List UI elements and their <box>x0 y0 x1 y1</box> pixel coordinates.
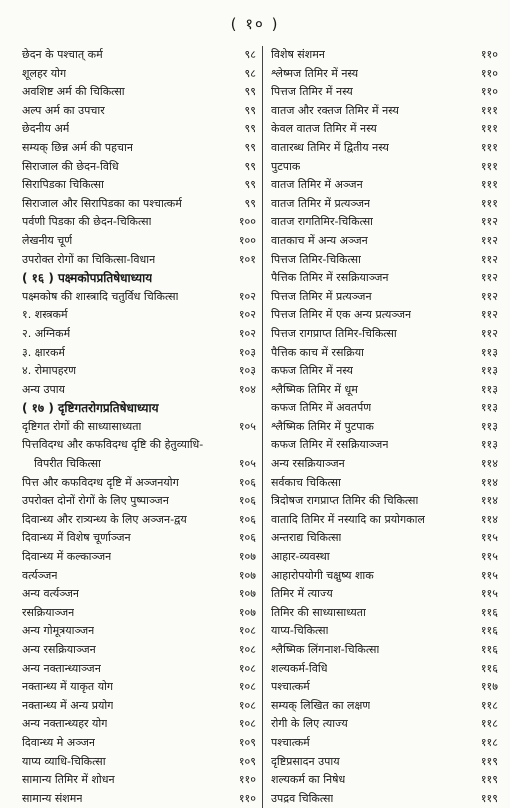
entry-title: वातज रागतिमिर-चिकित्सा <box>271 215 374 229</box>
index-entry <box>271 65 498 84</box>
entry-title: अन्य रसक्रियाञ्जन <box>22 643 96 656</box>
index-entry <box>22 529 256 548</box>
index-entry <box>271 251 498 270</box>
index-entry <box>271 622 498 641</box>
entry-title: वातकाच में अन्य अञ्जन <box>271 233 368 247</box>
index-entry <box>22 585 256 604</box>
entry-page-number: १०२ <box>238 308 256 322</box>
index-entry <box>22 474 256 493</box>
entry-title: अल्प अर्म का उपचार <box>22 103 105 117</box>
index-entry <box>22 46 256 65</box>
index-entry <box>271 418 498 437</box>
entry-title: वातारब्ध तिमिर में द्वितीय नस्य <box>271 140 389 154</box>
index-entry <box>22 83 256 102</box>
index-entry <box>22 176 256 195</box>
entry-title: सामान्य संशमन <box>22 791 83 805</box>
entry-title: याप्य व्याधि-चिकित्सा <box>22 754 106 768</box>
entry-page-number: १०६ <box>238 475 256 489</box>
entry-page-number: ९८ <box>244 48 256 61</box>
index-entry <box>22 418 256 437</box>
index-entry <box>22 232 256 251</box>
entry-page-number: १०२ <box>238 326 256 340</box>
index-entry <box>271 455 498 474</box>
left-column <box>22 46 256 808</box>
entry-title: पित्तज तिमिर-चिकित्सा <box>271 252 361 266</box>
entry-title: दृष्टिगत रोगों की साध्यासाध्यता <box>22 419 142 433</box>
entry-title: दिवान्ध्य में कल्काञ्जन <box>22 550 112 564</box>
entry-page-number: १०८ <box>238 643 256 656</box>
entry-title: अन्य नक्तान्ध्यहर योग <box>22 717 108 731</box>
index-entry <box>22 622 256 641</box>
entry-page-number: १०० <box>238 233 256 247</box>
index-entry <box>271 399 498 418</box>
index-entry <box>22 362 256 381</box>
entry-title: वातज और रक्तज तिमिर में नस्य <box>271 103 399 117</box>
entry-page-number: १०७ <box>238 550 256 564</box>
entry-page-number: १०८ <box>238 717 256 731</box>
entry-page-number: ११३ <box>480 401 498 415</box>
index-entry <box>271 697 498 716</box>
entry-page-number: १११ <box>480 103 498 117</box>
entry-page-number: ११२ <box>480 233 498 247</box>
index-entry <box>271 436 498 455</box>
index-entry <box>271 715 498 734</box>
index-entry <box>271 790 498 808</box>
index-entry <box>22 436 256 455</box>
entry-title: तिमिर में त्याज्य <box>271 587 333 601</box>
entry-title: अन्य उपाय <box>22 382 66 396</box>
entry-title: १. शस्त्रकर्म <box>22 308 68 322</box>
index-entry <box>271 158 498 177</box>
entry-title: रोगी के लिए त्याज्य <box>271 717 348 731</box>
index-entry <box>22 455 256 474</box>
entry-page-number: ९९ <box>244 196 256 210</box>
entry-page-number: ११० <box>238 773 256 787</box>
entry-title: उपद्रव चिकित्सा <box>271 791 334 805</box>
entry-page-number: १०७ <box>238 568 256 582</box>
entry-title: पैत्तिक काच में रसक्रिया <box>271 345 364 359</box>
entry-title: नक्तान्ध्य में अन्य प्रयोग <box>22 698 114 712</box>
right-column <box>262 46 498 808</box>
entry-title: शूलहर योग <box>22 66 67 80</box>
entry-page-number: ११९ <box>480 754 498 768</box>
entry-title: तिमिर की साध्यासाध्यता <box>271 605 366 619</box>
entry-page-number: ९९ <box>244 140 256 154</box>
entry-page-number: १०१ <box>238 252 256 266</box>
index-entry <box>271 492 498 511</box>
index-entry <box>271 678 498 697</box>
entry-page-number: ११३ <box>480 419 498 433</box>
entry-page-number: १११ <box>480 178 498 192</box>
index-entry <box>271 567 498 586</box>
entry-title: सर्वकाच चिकित्सा <box>271 475 341 489</box>
entry-title: वातादि तिमिर में नस्यादि का प्रयोगकाल <box>271 512 425 526</box>
index-entry <box>22 660 256 679</box>
entry-page-number: ११८ <box>480 717 498 731</box>
entry-page-number: ११२ <box>480 326 498 340</box>
index-entry <box>22 734 256 753</box>
index-entry <box>22 344 256 363</box>
chapter-heading <box>22 399 256 418</box>
entry-title: उपरोक्त दोनों रोगों के लिए पुष्पाञ्जन <box>22 494 169 508</box>
entry-page-number: ११८ <box>480 698 498 712</box>
entry-page-number: ११४ <box>480 475 498 489</box>
entry-page-number: १११ <box>480 140 498 154</box>
entry-title: छेदनीय अर्म <box>22 122 70 136</box>
entry-title: पित्तज रागप्राप्त तिमिर-चिकित्सा <box>271 326 397 340</box>
entry-title: श्लेष्मज तिमिर में नस्य <box>271 66 359 80</box>
index-entry <box>271 734 498 753</box>
entry-page-number: ९९ <box>244 159 256 173</box>
index-entry <box>22 65 256 84</box>
entry-title: विपरीत चिकित्सा <box>34 457 101 471</box>
entry-title: सिराजाल की छेदन-विधि <box>22 159 119 173</box>
entry-title: याप्य-चिकित्सा <box>271 624 329 638</box>
index-entry <box>271 344 498 363</box>
entry-page-number: १०८ <box>238 661 256 675</box>
index-entry <box>22 641 256 660</box>
entry-page-number: ११३ <box>480 382 498 396</box>
entry-page-number: १०४ <box>238 382 256 396</box>
entry-page-number: ९९ <box>244 178 256 192</box>
entry-title: अन्य नक्तान्ध्याञ्जन <box>22 661 101 675</box>
entry-page-number: ११६ <box>480 643 498 656</box>
entry-title: शल्यकर्म-विधि <box>271 661 328 675</box>
index-entry <box>22 715 256 734</box>
entry-title: पुटपाक <box>271 159 301 173</box>
entry-page-number: ११४ <box>480 457 498 471</box>
entry-title: वर्त्यञ्जन <box>22 568 58 582</box>
entry-page-number: ९९ <box>244 103 256 117</box>
entry-page-number: ११७ <box>480 680 498 694</box>
entry-title: पश्चात्कर्म <box>271 680 310 694</box>
entry-title: ३. क्षारकर्म <box>22 345 65 359</box>
index-entry <box>271 771 498 790</box>
entry-title: २. अग्निकर्म <box>22 326 71 340</box>
entry-title: वातज तिमिर में अञ्जन <box>271 178 363 192</box>
entry-title: पक्ष्मकोष की शास्त्रादि चतुर्विध चिकित्सा <box>22 289 179 303</box>
index-entry <box>271 381 498 400</box>
entry-title: नक्तान्ध्य में याकृत योग <box>22 680 114 694</box>
entry-page-number: ११० <box>238 791 256 805</box>
index-entry <box>271 232 498 251</box>
entry-title: सम्यक् लिखित का लक्षण <box>271 698 371 712</box>
entry-title: दिवान्ध्य मे अञ्जन <box>22 735 95 749</box>
entry-page-number: ११३ <box>480 345 498 359</box>
index-entry <box>271 325 498 344</box>
entry-title: पित्तविदग्ध और कफविदग्ध दृष्टि की हेतुव्याधि- <box>22 438 204 452</box>
index-entry <box>271 306 498 325</box>
index-entry <box>22 753 256 772</box>
entry-title: ( १६ ) पक्ष्मकोपप्रतिषेधाध्याय <box>22 271 153 286</box>
index-entry <box>22 697 256 716</box>
entry-page-number: १०८ <box>238 680 256 694</box>
index-entry <box>22 604 256 623</box>
index-entry <box>22 492 256 511</box>
entry-page-number: १०९ <box>238 735 256 749</box>
index-entry <box>271 753 498 772</box>
entry-page-number: १०८ <box>238 624 256 638</box>
entry-title: सिरापिडका चिकित्सा <box>22 178 104 192</box>
index-entry <box>271 548 498 567</box>
entry-page-number: १०२ <box>238 289 256 303</box>
index-entry <box>22 195 256 214</box>
entry-page-number: १०३ <box>238 345 256 359</box>
entry-title: विशेष संशमन <box>271 48 325 61</box>
entry-page-number: १०५ <box>238 457 256 471</box>
entry-title: लेखनीय चूर्ण <box>22 233 73 247</box>
entry-page-number: ११२ <box>480 271 498 285</box>
index-entry <box>22 158 256 177</box>
entry-title: पित्तज तिमिर में एक अन्य प्रत्यञ्जन <box>271 308 412 322</box>
entry-page-number: ११२ <box>480 308 498 322</box>
entry-page-number: १०९ <box>238 754 256 768</box>
entry-page-number: ११४ <box>480 512 498 526</box>
index-entry <box>22 288 256 307</box>
entry-title: कफज तिमिर में अवतर्पण <box>271 401 372 415</box>
index-entry <box>22 213 256 232</box>
entry-page-number: ११९ <box>480 791 498 805</box>
entry-title: दिवान्ध्य में विशेष चूर्णाञ्जन <box>22 531 131 545</box>
entry-title: शल्यकर्म का निषेध <box>271 773 346 787</box>
entry-page-number: ११२ <box>480 252 498 266</box>
index-entry <box>22 306 256 325</box>
entry-title: दृष्टिप्रसादन उपाय <box>271 754 340 768</box>
entry-title: अवशिष्ट अर्म की चिकित्सा <box>22 85 125 99</box>
entry-page-number: ११५ <box>480 568 498 582</box>
index-entry <box>271 176 498 195</box>
entry-title: अन्य गोमूत्रयाञ्जन <box>22 624 95 638</box>
index-entry <box>271 195 498 214</box>
index-entry <box>22 548 256 567</box>
entry-title: कफज तिमिर में रसक्रियाञ्जन <box>271 438 389 452</box>
entry-page-number: ११८ <box>480 735 498 749</box>
entry-title: पित्त और कफविदग्ध दृष्टि में अञ्जनयोग <box>22 475 179 489</box>
entry-title: सम्यक् छिन्न अर्म की पहचान <box>22 140 133 154</box>
entry-page-number: ११० <box>480 48 498 61</box>
index-entry <box>271 288 498 307</box>
index-entry <box>22 567 256 586</box>
index-entry <box>271 46 498 65</box>
index-entry <box>22 102 256 121</box>
entry-title: कफज तिमिर में नस्य <box>271 364 353 378</box>
index-entry <box>22 120 256 139</box>
index-entry <box>22 678 256 697</box>
entry-page-number: ११५ <box>480 531 498 545</box>
entry-page-number: १०८ <box>238 698 256 712</box>
entry-page-number: ११९ <box>480 773 498 787</box>
index-entry <box>271 269 498 288</box>
entry-page-number: ११० <box>480 85 498 99</box>
entry-title: वातज तिमिर में प्रत्यञ्जन <box>271 196 371 210</box>
entry-page-number: ११६ <box>480 661 498 675</box>
entry-page-number: ११३ <box>480 364 498 378</box>
index-entry <box>271 585 498 604</box>
entry-title: त्रिदोषज रागप्राप्त तिमिर की चिकित्सा <box>271 494 419 508</box>
entry-page-number: ९९ <box>244 122 256 136</box>
entry-page-number: ११२ <box>480 215 498 229</box>
entry-page-number: १०६ <box>238 512 256 526</box>
entry-page-number: ९९ <box>244 85 256 99</box>
index-entry <box>271 660 498 679</box>
index-entry <box>271 120 498 139</box>
entry-title: सिराजाल और सिरापिडका का पश्चात्कर्म <box>22 196 182 210</box>
entry-title: दिवान्ध्य और रात्र्यन्ध्य के लिए अञ्जन-द्वय <box>22 512 187 526</box>
entry-page-number: ११५ <box>480 550 498 564</box>
index-entry <box>271 474 498 493</box>
entry-title: श्लैष्मिक तिमिर में धूम <box>271 382 358 396</box>
entry-title: श्लैष्मिक तिमिर में पुटपाक <box>271 419 374 433</box>
entry-page-number: १०६ <box>238 494 256 508</box>
entry-page-number: १११ <box>480 196 498 210</box>
index-entry <box>22 790 256 808</box>
entry-page-number: १०० <box>238 215 256 229</box>
entry-title: अन्तराद्य चिकित्सा <box>271 531 342 545</box>
index-entry <box>22 251 256 270</box>
entry-title: रसक्रियाञ्जन <box>22 605 75 619</box>
entry-page-number: १११ <box>480 159 498 173</box>
index-entry <box>271 529 498 548</box>
index-entry <box>271 213 498 232</box>
entry-page-number: ११५ <box>480 587 498 601</box>
entry-page-number: ९८ <box>244 66 256 80</box>
index-entry <box>271 139 498 158</box>
entry-title: अन्य वर्त्यञ्जन <box>22 587 79 601</box>
entry-page-number: १०६ <box>238 531 256 545</box>
entry-page-number: १०३ <box>238 364 256 378</box>
entry-page-number: १०५ <box>238 419 256 433</box>
index-entry <box>271 604 498 623</box>
entry-page-number: १०७ <box>238 587 256 601</box>
chapter-heading <box>22 269 256 288</box>
index-entry <box>22 381 256 400</box>
entry-title: पित्तज तिमिर में प्रत्यञ्जन <box>271 289 372 303</box>
entry-title: आहारोपयोगी चक्षुष्य शाक <box>271 568 374 582</box>
entry-title: आहार-व्यवस्था <box>271 550 330 564</box>
entry-title: पैत्तिक तिमिर में रसक्रियाञ्जन <box>271 271 389 285</box>
index-entry <box>22 511 256 530</box>
entry-title: पश्चात्कर्म <box>271 735 310 749</box>
index-entry <box>271 641 498 660</box>
entry-title: ( १७ ) दृष्टिगतरोगप्रतिषेधाध्याय <box>22 401 159 416</box>
entry-page-number: ११२ <box>480 289 498 303</box>
index-entry <box>271 83 498 102</box>
index-entry <box>22 139 256 158</box>
entry-page-number: ११३ <box>480 438 498 452</box>
entry-page-number: ११६ <box>480 624 498 638</box>
entry-page-number: ११६ <box>480 605 498 619</box>
entry-page-number: १११ <box>480 122 498 136</box>
entry-title: श्लैष्मिक लिंगनाश-चिकित्सा <box>271 643 380 656</box>
entry-title: अन्य रसक्रियाञ्जन <box>271 457 345 471</box>
entry-title: छेदन के पश्चात् कर्म <box>22 48 103 61</box>
entry-title: केवल वातज तिमिर में नस्य <box>271 122 377 136</box>
entry-title: पर्वणी पिडका की छेदन-चिकित्सा <box>22 215 152 229</box>
index-entry <box>22 771 256 790</box>
entry-title: उपरोक्त रोगों का चिकित्सा-विधान <box>22 252 156 266</box>
index-entry <box>271 511 498 530</box>
index-entry <box>22 325 256 344</box>
entry-title: पित्तज तिमिर में नस्य <box>271 85 353 99</box>
entry-page-number: १०७ <box>238 605 256 619</box>
entry-page-number: ११४ <box>480 494 498 508</box>
entry-title: सामान्य तिमिर में शोधन <box>22 773 115 787</box>
entry-title: ४. रोमापहरण <box>22 364 77 378</box>
index-entry <box>271 102 498 121</box>
entry-page-number: ११० <box>480 66 498 80</box>
page-number: ( १० ) <box>230 15 280 33</box>
index-entry <box>271 362 498 381</box>
